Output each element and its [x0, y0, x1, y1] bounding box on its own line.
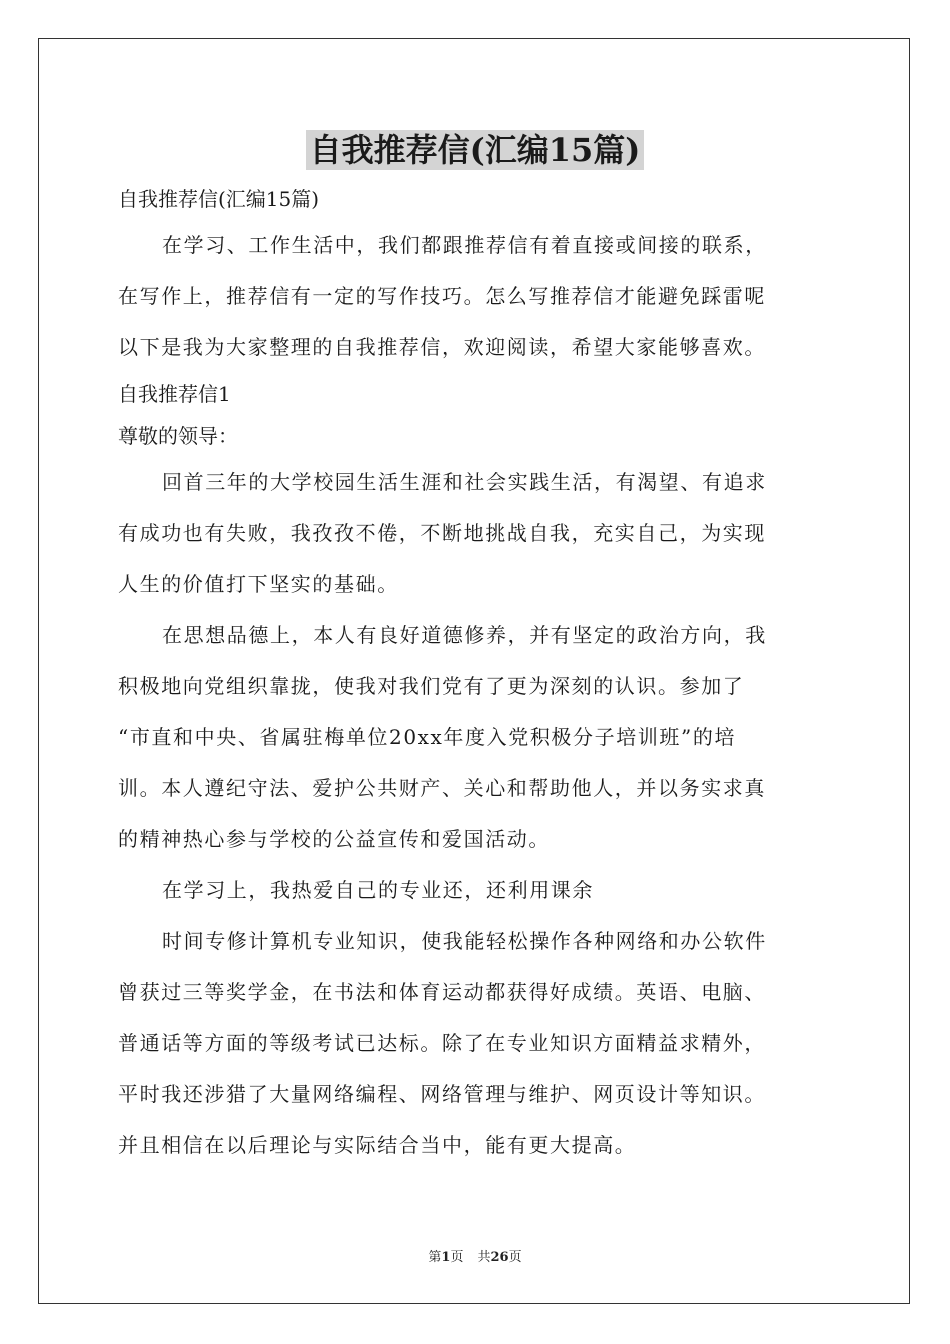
text-line: 在学习上，我热爱自己的专业还，还利用课余 [162, 878, 594, 902]
page-footer [0, 1246, 950, 1265]
text-line: 有成功也有失败，我孜孜不倦，不断地挑战自我，充实自己，为实现 [118, 521, 766, 545]
text-line: 曾获过三等奖学金，在书法和体育运动都获得好成绩。英语、电脑、 [118, 980, 766, 1004]
page-total-suffix: 页 [508, 1250, 522, 1265]
title-area [0, 130, 950, 170]
text-line: “市直和中央、省属驻梅单位20xx年度入党积极分子培训班”的培 [118, 725, 737, 749]
text-line: 尊敬的领导： [118, 424, 238, 448]
page-total-prefix: 共 [477, 1250, 491, 1265]
text-line: 普通话等方面的等级考试已达标。除了在专业知识方面精益求精外， [118, 1031, 766, 1055]
page-number-prefix: 第 [428, 1250, 442, 1265]
text-line: 回首三年的大学校园生活生涯和社会实践生活，有渴望、有追求 [162, 470, 767, 494]
text-line: 在写作上，推荐信有一定的写作技巧。怎么写推荐信才能避免踩雷呢 [118, 284, 766, 308]
page-number-suffix: 页 [450, 1250, 464, 1265]
text-line: 积极地向党组织靠拢，使我对我们党有了更为深刻的认识。参加了 [118, 674, 745, 698]
text-line: 在思想品德上，本人有良好道德修养，并有坚定的政治方向，我 [162, 623, 767, 647]
text-line: 自我推荐信1 [118, 382, 231, 406]
text-line: 的精神热心参与学校的公益宣传和爱国活动。 [118, 827, 550, 851]
document-body [118, 178, 834, 1171]
text-line: 训。本人遵纪守法、爱护公共财产、关心和帮助他人，并以务实求真 [118, 776, 766, 800]
document-title: 自我推荐信(汇编15篇) [306, 130, 645, 170]
text-line: 并且相信在以后理论与实际结合当中，能有更大提高。 [118, 1133, 637, 1157]
text-line: 人生的价值打下坚实的基础。 [118, 572, 399, 596]
page-total: 26 [490, 1250, 509, 1265]
text-line: 自我推荐信(汇编15篇) [118, 187, 320, 211]
page-number-current: 1 [441, 1250, 451, 1265]
text-line: 平时我还涉猎了大量网络编程、网络管理与维护、网页设计等知识。 [118, 1082, 766, 1106]
text-line: 时间专修计算机专业知识，使我能轻松操作各种网络和办公软件 [162, 929, 767, 953]
text-line: 以下是我为大家整理的自我推荐信，欢迎阅读，希望大家能够喜欢。 [118, 335, 766, 359]
text-line: 在学习、工作生活中，我们都跟推荐信有着直接或间接的联系， [162, 233, 767, 257]
